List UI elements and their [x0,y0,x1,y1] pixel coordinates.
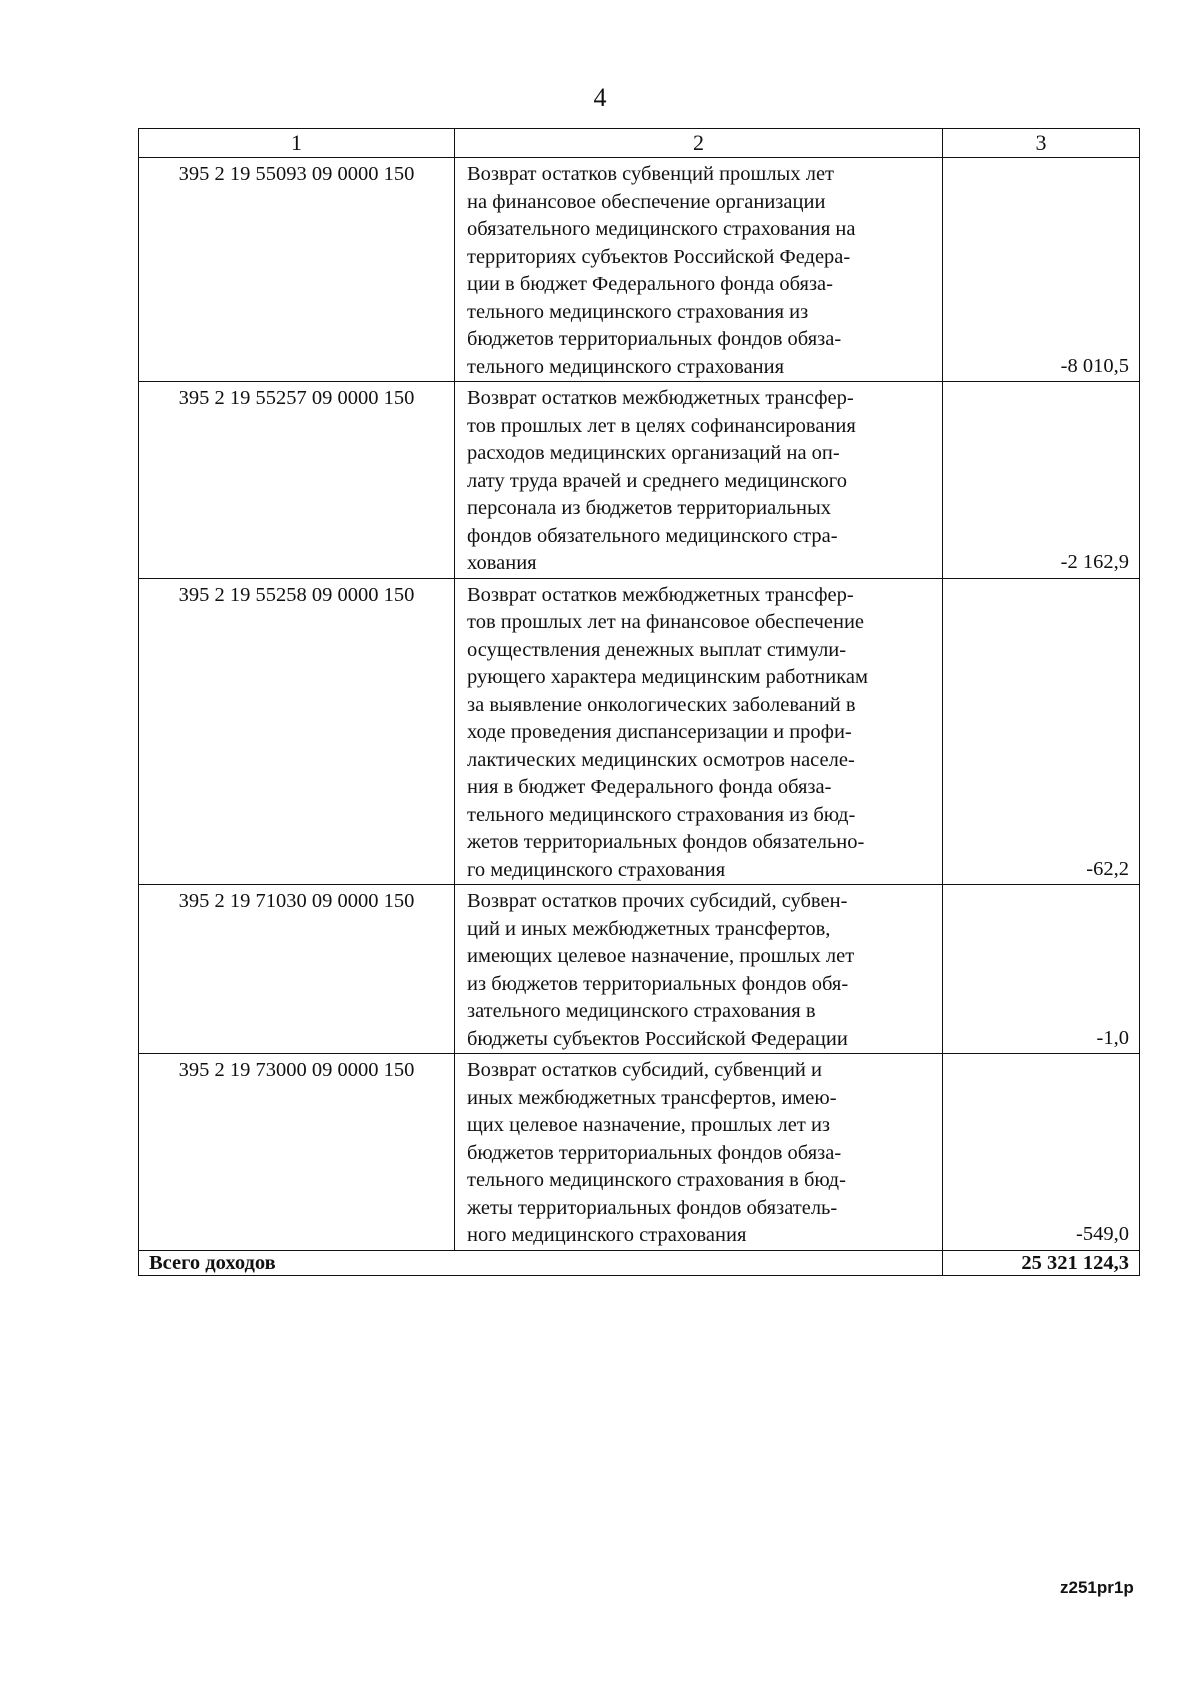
description-line: щих целевое назначение, прошлых лет из [467,1114,831,1136]
amount-cell: -2 162,9 [943,382,1140,579]
description-line: иных межбюджетных трансфертов, имею- [467,1086,837,1109]
total-row [139,1250,1140,1275]
description-line: тельного медицинского страхования [467,355,785,378]
amount-cell: -8 010,5 [943,158,1140,382]
column-header-code: 1 [139,129,455,158]
description-cell [455,885,943,1054]
budget-revenue-table [138,128,1140,1276]
budget-code-cell: 395 2 19 55257 09 0000 150 [139,382,455,579]
description-line: Возврат остатков межбюджетных трансфер- [467,583,854,606]
description-line: го медицинского страхования [467,858,726,881]
column-header-amount: 3 [943,129,1140,158]
description-line: жетов территориальных фондов обязательно- [467,831,865,853]
description-line: ции в бюджет Федерального фонда обяза- [467,273,833,295]
table-header-row [139,129,1140,158]
amount-cell: -62,2 [943,578,1140,885]
description-line: Возврат остатков межбюджетных трансфер- [467,387,854,409]
description-line: расходов медицинских организаций на оп- [467,442,840,464]
table-row [139,382,1140,579]
budget-code-cell: 395 2 19 55093 09 0000 150 [139,158,455,382]
description-line: на финансовое обеспечение организации [467,190,826,213]
description-line: из бюджетов территориальных фондов обя- [467,972,849,995]
table-row [139,158,1140,382]
description-line: ций и иных межбюджетных трансфертов, [467,917,831,940]
table-row [139,885,1140,1054]
description-line: фондов обязательного медицинского стра- [467,524,838,547]
document-code: z251pr1p [1060,1578,1134,1597]
table-body [139,158,1140,1251]
description-line: лату труда врачей и среднего медицинского [467,469,847,492]
description-line: бюджетов территориальных фондов обяза- [467,328,842,350]
budget-code-cell: 395 2 19 71030 09 0000 150 [139,885,455,1054]
description-line: бюджеты субъектов Российской Федерации [467,1027,848,1050]
table-row [139,578,1140,885]
budget-code-cell: 395 2 19 73000 09 0000 150 [139,1054,455,1251]
description-line: Возврат остатков прочих субсидий, субвен- [467,890,848,912]
description-cell [455,382,943,579]
description-line: ния в бюджет Федерального фонда обяза- [467,776,832,798]
description-line: персонала из бюджетов территориальных [467,497,831,519]
description-line: обязательного медицинского страхования на [467,218,856,240]
description-line: осуществления денежных выплат стимули- [467,638,847,661]
total-value: 25 321 124,3 [943,1250,1140,1275]
description-line: тельного медицинского страхования из [467,300,809,323]
description-line: тельного медицинского страхования из бюд- [467,803,856,826]
description-line: лактических медицинских осмотров населе- [467,748,855,771]
description-line: Возврат остатков субсидий, субвенций и [467,1059,822,1081]
description-line: Возврат остатков субвенций прошлых лет [467,163,834,185]
description-line: бюджетов территориальных фондов обяза- [467,1141,842,1164]
description-line: хования [467,552,537,574]
table-row [139,1054,1140,1251]
description-line: рующего характера медицинским работникам [467,666,868,688]
description-cell [455,578,943,885]
description-line: жеты территориальных фондов обязатель- [467,1196,838,1219]
description-line: территориях субъектов Российской Федера- [467,245,851,268]
total-label: Всего доходов [139,1250,943,1275]
description-line: имеющих целевое назначение, прошлых лет [467,945,855,967]
description-cell [455,1054,943,1251]
description-line: за выявление онкологических заболеваний в [467,693,856,716]
description-line: тов прошлых лет в целях софинансирования [467,414,856,437]
description-line: тельного медицинского страхования в бюд- [467,1169,846,1191]
amount-cell: -549,0 [943,1054,1140,1251]
amount-cell: -1,0 [943,885,1140,1054]
page-number: 4 [593,83,607,112]
budget-code-cell: 395 2 19 55258 09 0000 150 [139,578,455,885]
column-header-description: 2 [455,129,943,158]
description-line: зательного медицинского страхования в [467,1000,816,1022]
description-cell [455,158,943,382]
description-line: ного медицинского страхования [467,1224,747,1246]
description-line: ходе проведения диспансеризации и профи- [467,721,852,743]
description-line: тов прошлых лет на финансовое обеспечение [467,611,865,633]
